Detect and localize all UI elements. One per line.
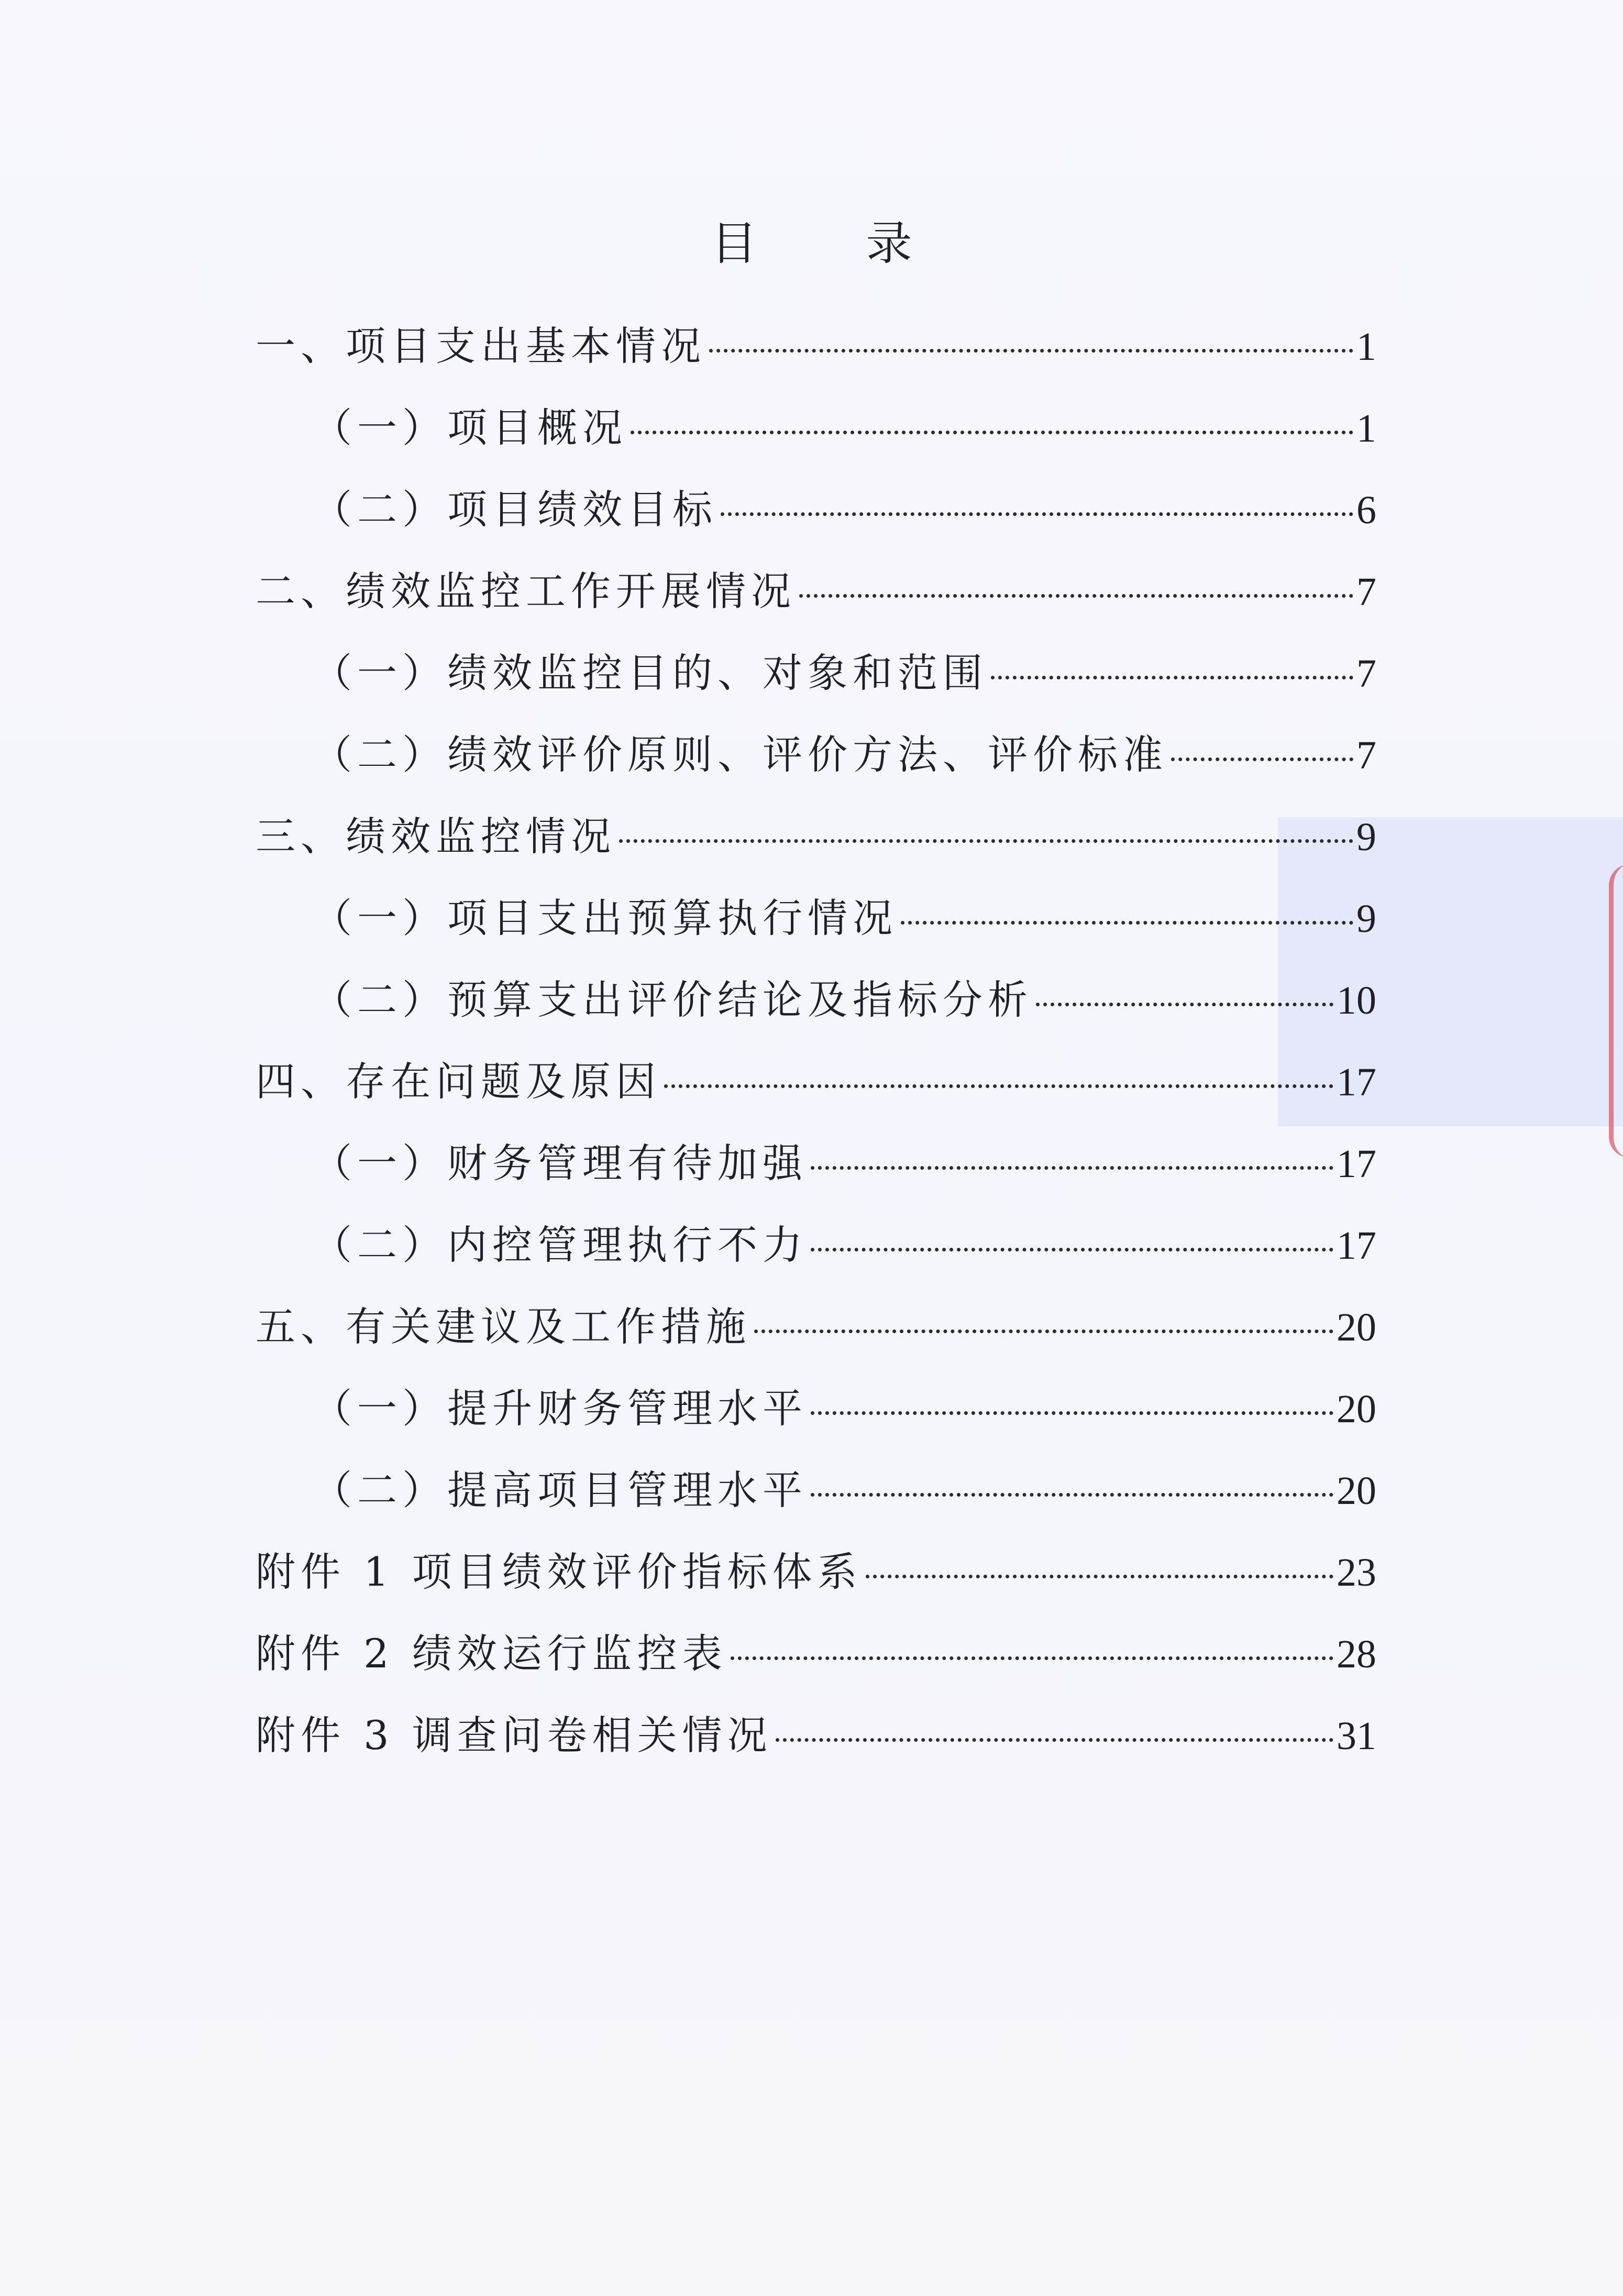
toc-dot-leader (776, 1738, 1333, 1742)
toc-entry-label: （二）项目绩效目标 (312, 486, 717, 533)
toc-entry-label: 附件 3 调查问卷相关情况 (256, 1712, 772, 1759)
toc-page-number: 7 (1356, 733, 1376, 777)
toc-page-number: 23 (1337, 1551, 1376, 1595)
toc-entry-label: （二）内控管理执行不力 (312, 1222, 808, 1268)
toc-dot-leader (866, 1575, 1333, 1578)
toc-entry-label: 附件 1 项目绩效评价指标体系 (256, 1548, 863, 1595)
toc-entry-label: 三、绩效监控情况 (256, 813, 616, 860)
toc-dot-leader (709, 349, 1353, 353)
toc-entry-label: 二、绩效监控工作开展情况 (256, 568, 796, 614)
toc-dot-leader (721, 512, 1353, 516)
toc-dot-leader (1171, 757, 1353, 761)
toc-dot-leader (631, 431, 1353, 434)
toc-entry-label: 附件 2 绩效运行监控表 (256, 1630, 727, 1677)
table-of-contents (256, 305, 1376, 1776)
toc-dot-leader (1036, 1003, 1333, 1006)
toc-entry-label: （一）绩效监控目的、对象和范围 (312, 650, 988, 696)
toc-entry (256, 1204, 1376, 1286)
toc-page-number: 20 (1337, 1387, 1376, 1431)
toc-dot-leader (901, 921, 1353, 925)
toc-entry-label: （一）项目支出预算执行情况 (312, 895, 898, 941)
toc-entry (256, 387, 1376, 469)
toc-dot-leader (811, 1166, 1333, 1170)
toc-entry (256, 796, 1376, 877)
toc-page-number: 17 (1337, 1060, 1376, 1104)
toc-entry-label: （二）提高项目管理水平 (312, 1467, 808, 1513)
toc-page-number: 1 (1356, 325, 1376, 369)
toc-page-number: 9 (1356, 815, 1376, 859)
toc-dot-leader (811, 1411, 1333, 1415)
toc-page-number: 20 (1337, 1469, 1376, 1513)
toc-entry (256, 714, 1376, 796)
toc-entry-label: 五、有关建议及工作措施 (256, 1303, 751, 1350)
toc-page-number: 10 (1337, 979, 1376, 1023)
toc-page-number: 1 (1356, 407, 1376, 451)
toc-page-number: 17 (1337, 1142, 1376, 1186)
toc-page-number: 6 (1356, 488, 1376, 532)
toc-entry-label: 四、存在问题及原因 (256, 1058, 661, 1105)
toc-dot-leader (754, 1330, 1333, 1333)
toc-entry-label: （一）项目概况 (312, 404, 627, 451)
toc-entry (256, 1286, 1376, 1368)
toc-dot-leader (991, 676, 1353, 679)
toc-entry (256, 1695, 1376, 1776)
toc-dot-leader (731, 1656, 1333, 1660)
toc-page-number: 28 (1337, 1632, 1376, 1676)
toc-page-number: 7 (1356, 570, 1376, 614)
toc-entry (256, 551, 1376, 632)
toc-entry (256, 305, 1376, 387)
toc-entry-label: （二）绩效评价原则、评价方法、评价标准 (312, 731, 1168, 778)
toc-dot-leader (799, 594, 1353, 598)
seal-stamp-edge (1609, 864, 1623, 1158)
toc-page-number: 7 (1356, 652, 1376, 696)
toc-entry (256, 959, 1376, 1041)
toc-entry (256, 469, 1376, 551)
toc-dot-leader (619, 839, 1353, 843)
toc-entry (256, 877, 1376, 959)
toc-title: 目 录 (711, 216, 959, 270)
toc-entry (256, 1613, 1376, 1695)
toc-dot-leader (811, 1248, 1333, 1251)
toc-entry (256, 1531, 1376, 1613)
toc-page-number: 9 (1356, 897, 1376, 941)
toc-page-number: 17 (1337, 1224, 1376, 1268)
toc-entry-label: （一）提升财务管理水平 (312, 1385, 808, 1432)
toc-entry-label: 一、项目支出基本情况 (256, 323, 706, 369)
toc-dot-leader (811, 1493, 1333, 1497)
toc-entry (256, 1368, 1376, 1449)
toc-entry-label: （二）预算支出评价结论及指标分析 (312, 976, 1033, 1023)
toc-entry (256, 1041, 1376, 1123)
toc-page-number: 20 (1337, 1305, 1376, 1349)
toc-entry (256, 1449, 1376, 1531)
toc-entry (256, 632, 1376, 714)
toc-entry (256, 1123, 1376, 1204)
toc-page-number: 31 (1337, 1714, 1376, 1758)
toc-entry-label: （一）财务管理有待加强 (312, 1140, 808, 1187)
toc-dot-leader (664, 1084, 1333, 1088)
